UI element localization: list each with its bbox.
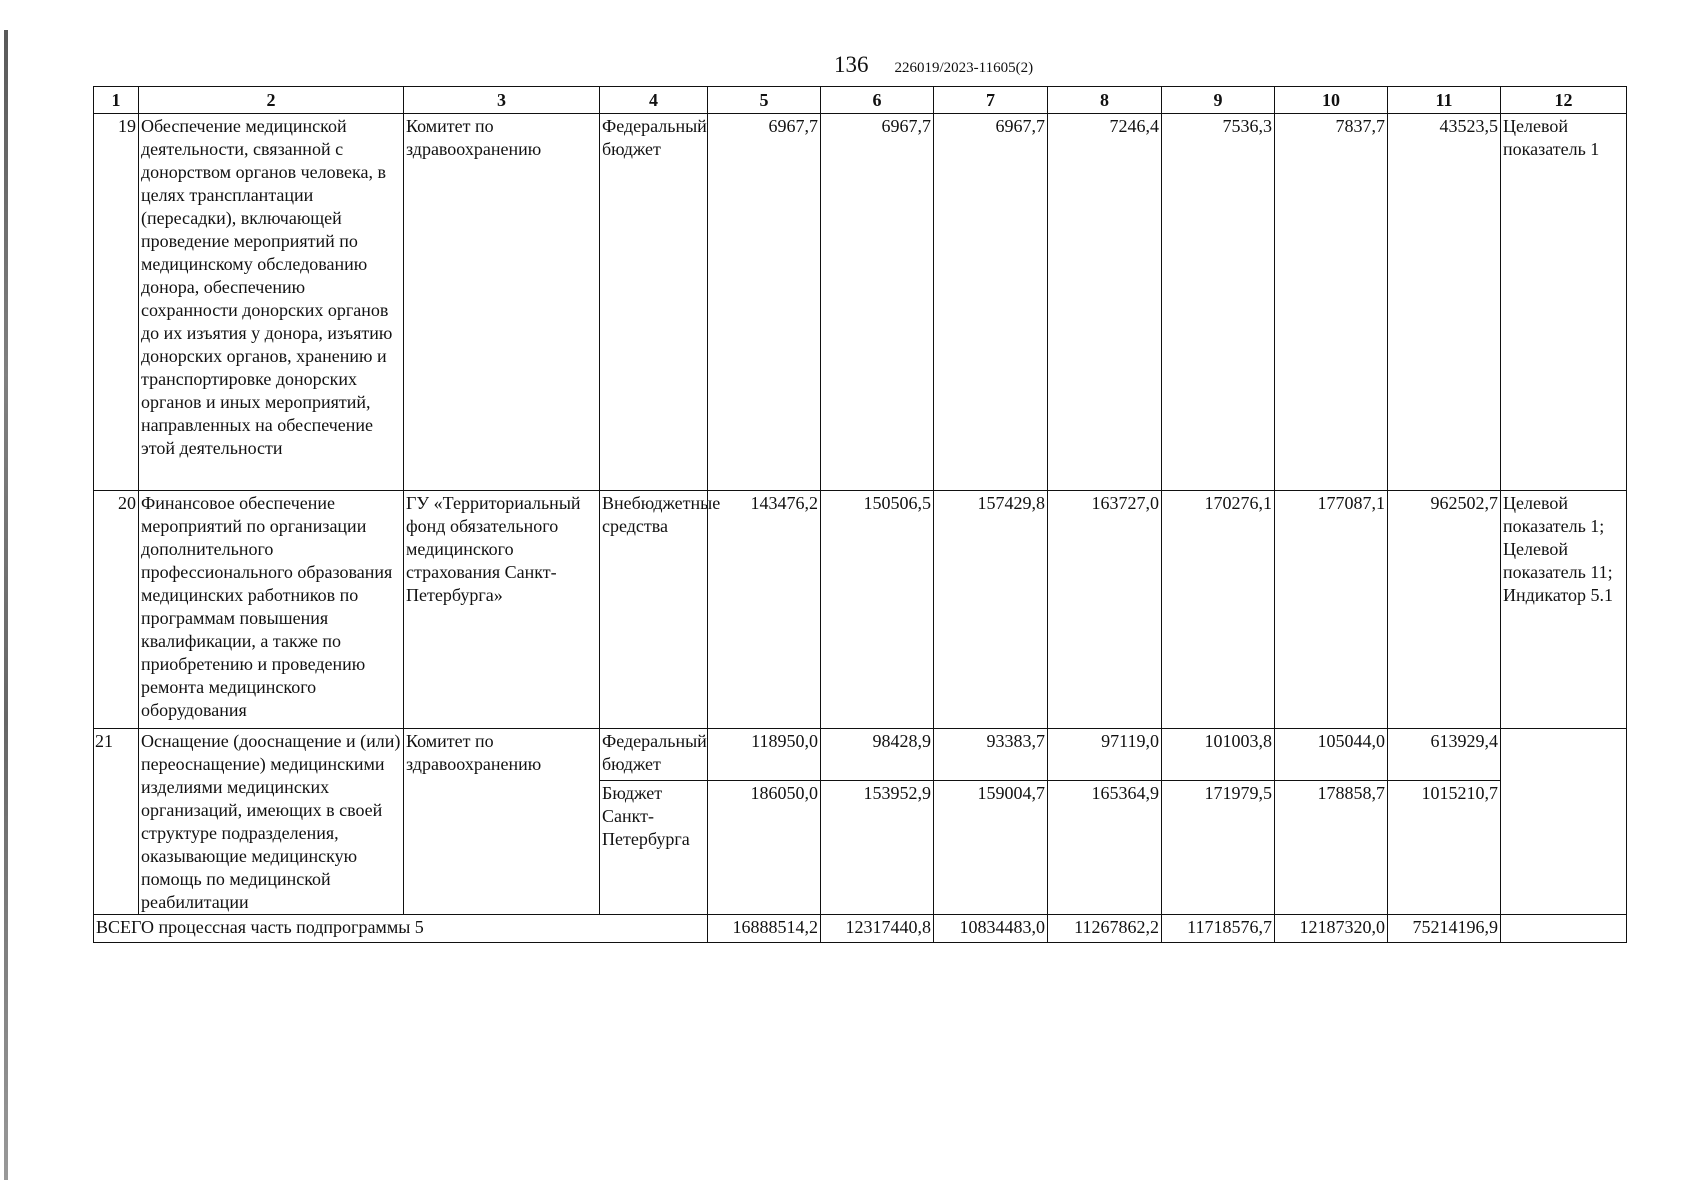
total-value-cell: 11267862,2 — [1048, 915, 1162, 943]
value-cell: 97119,0 — [1048, 729, 1162, 781]
document-id: 226019/2023-11605(2) — [894, 60, 1034, 76]
value-cell: 101003,8 — [1162, 729, 1275, 781]
column-header: 4 — [600, 87, 708, 114]
total-value-cell: 43523,5 — [1388, 114, 1501, 491]
value-cell: 178858,7 — [1275, 781, 1388, 915]
value-cell: 7246,4 — [1048, 114, 1162, 491]
page-header — [834, 52, 1033, 78]
funding-source-cell: Федеральный бюджет — [600, 729, 708, 781]
value-cell: 150506,5 — [821, 491, 934, 729]
column-header: 8 — [1048, 87, 1162, 114]
executor-cell: Комитет по здравоохранению — [404, 729, 600, 915]
total-value-cell: 16888514,2 — [708, 915, 821, 943]
activity-cell: Оснащение (дооснащение и (или) переоснащение) медицинскими изделиями медицинских организаций, имеющих в своей структуре подразделения, оказывающие медицинскую помощь по медицинской реабилитации — [139, 729, 404, 915]
column-header: 7 — [934, 87, 1048, 114]
table-row — [94, 491, 1627, 729]
value-cell: 93383,7 — [934, 729, 1048, 781]
value-cell: 6967,7 — [934, 114, 1048, 491]
value-cell: 159004,7 — [934, 781, 1048, 915]
column-header: 1 — [94, 87, 139, 114]
total-value-cell: 962502,7 — [1388, 491, 1501, 729]
funding-source-cell: Внебюджетные средства — [600, 491, 708, 729]
value-cell: 170276,1 — [1162, 491, 1275, 729]
value-cell: 6967,7 — [821, 114, 934, 491]
row-number: 19 — [94, 114, 139, 491]
total-value-cell: 613929,4 — [1388, 729, 1501, 781]
column-header: 11 — [1388, 87, 1501, 114]
activity-cell: Финансовое обеспечение мероприятий по организации дополнительного профессионального образования медицинских работников по программам повышения квалификации, а также по приобретению и проведению ремонта медицинского оборудования — [139, 491, 404, 729]
total-value-cell: 12187320,0 — [1275, 915, 1388, 943]
executor-cell: Комитет по здравоохранению — [404, 114, 600, 491]
row-number: 21 — [94, 729, 139, 915]
total-label: ВСЕГО процессная часть подпрограммы 5 — [94, 915, 708, 943]
total-row — [94, 915, 1627, 943]
column-header: 3 — [404, 87, 600, 114]
indicator-cell — [1501, 729, 1627, 915]
total-value-cell: 75214196,9 — [1388, 915, 1501, 943]
value-cell: 186050,0 — [708, 781, 821, 915]
activity-cell: Обеспечение медицинской деятельности, связанной с донорством органов человека, в целях трансплантации (пересадки), включающей проведение мероприятий по медицинскому обследованию донора, обеспечению сохранности донорских органов до их изъятия у донора, изъятию донорских органов, хранению и транспортировке донорских органов и иных мероприятий, направленных на обеспечение этой деятельности — [139, 114, 404, 491]
value-cell: 98428,9 — [821, 729, 934, 781]
value-cell: 105044,0 — [1275, 729, 1388, 781]
value-cell: 171979,5 — [1162, 781, 1275, 915]
value-cell: 165364,9 — [1048, 781, 1162, 915]
indicator-cell: Целевой показатель 1 — [1501, 114, 1627, 491]
column-header: 9 — [1162, 87, 1275, 114]
value-cell: 118950,0 — [708, 729, 821, 781]
table-header-row — [94, 87, 1627, 114]
value-cell: 7536,3 — [1162, 114, 1275, 491]
value-cell: 177087,1 — [1275, 491, 1388, 729]
value-cell: 153952,9 — [821, 781, 934, 915]
page-number: 136 — [834, 52, 869, 77]
table-row — [94, 114, 1627, 491]
column-header: 10 — [1275, 87, 1388, 114]
column-header: 6 — [821, 87, 934, 114]
scan-binding-edge — [4, 30, 8, 1180]
executor-cell: ГУ «Территориальный фонд обязательного медицинского страхования Санкт-Петербурга» — [404, 491, 600, 729]
value-cell: 163727,0 — [1048, 491, 1162, 729]
funding-source-cell: Бюджет Санкт-Петербурга — [600, 781, 708, 915]
total-value-cell: 11718576,7 — [1162, 915, 1275, 943]
total-value-cell: 1015210,7 — [1388, 781, 1501, 915]
column-header: 5 — [708, 87, 821, 114]
column-header: 12 — [1501, 87, 1627, 114]
indicator-cell — [1501, 915, 1627, 943]
funding-source-cell: Федеральный бюджет — [600, 114, 708, 491]
value-cell: 143476,2 — [708, 491, 821, 729]
value-cell: 6967,7 — [708, 114, 821, 491]
value-cell: 157429,8 — [934, 491, 1048, 729]
total-value-cell: 10834483,0 — [934, 915, 1048, 943]
budget-table — [93, 86, 1627, 943]
column-header: 2 — [139, 87, 404, 114]
total-value-cell: 12317440,8 — [821, 915, 934, 943]
indicator-cell: Целевой показатель 1; Целевой показатель 11; Индикатор 5.1 — [1501, 491, 1627, 729]
table-row — [94, 729, 1627, 781]
value-cell: 7837,7 — [1275, 114, 1388, 491]
row-number: 20 — [94, 491, 139, 729]
